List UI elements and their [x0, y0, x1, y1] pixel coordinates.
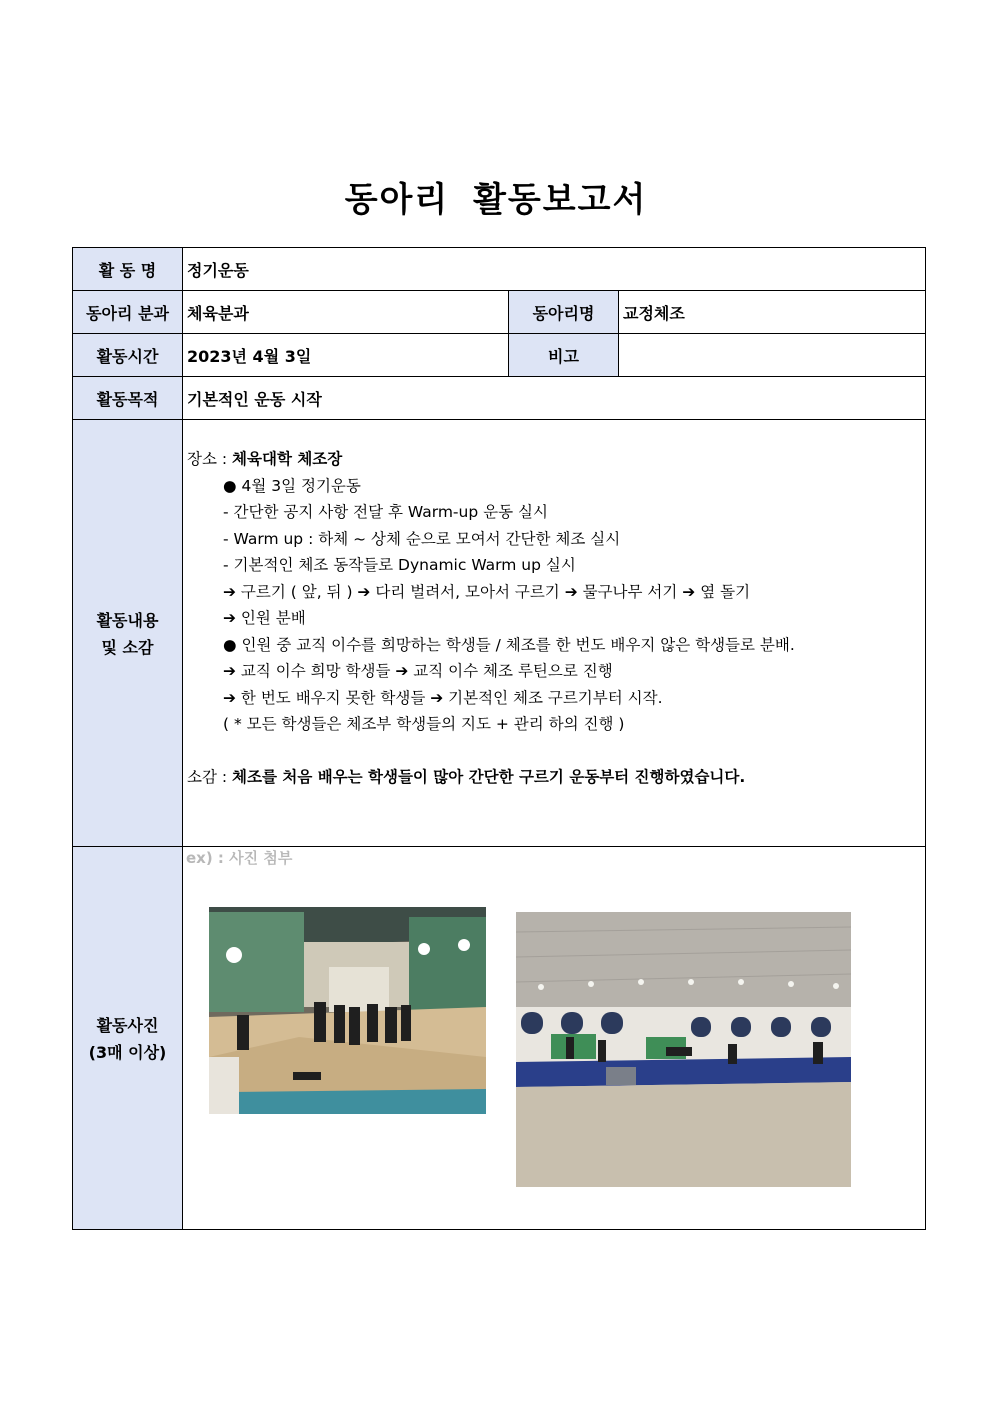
impression-line: [187, 764, 919, 791]
club-name-value: 교정체조: [619, 291, 926, 334]
club-name-label: 동아리명: [509, 291, 619, 334]
activity-purpose-value: 기본적인 운동 시작: [183, 377, 926, 420]
place-line: [187, 446, 919, 473]
activity-name-label: 활 동 명: [73, 248, 183, 291]
content-line: ➔ 인원 분배: [223, 609, 306, 627]
row-content: [73, 420, 926, 847]
remarks-value: [619, 334, 926, 377]
content-body: [183, 420, 926, 847]
content-line: ( * 모든 학생들은 체조부 학생들의 지도 + 관리 하의 진행 ): [223, 715, 625, 733]
activity-photo-2: [516, 912, 851, 1187]
activity-time-label: 활동시간: [73, 334, 183, 377]
club-division-label: 동아리 분과: [73, 291, 183, 334]
row-club: [73, 291, 926, 334]
content-line: - 기본적인 체조 동작들로 Dynamic Warm up 실시: [223, 556, 576, 574]
activity-name-value: 정기운동: [183, 248, 926, 291]
row-purpose: [73, 377, 926, 420]
row-photos: [73, 847, 926, 1230]
document-title: 동아리 활동보고서: [344, 180, 648, 220]
content-label: [73, 420, 183, 847]
photos-cell: [183, 847, 926, 1230]
content-label-line-1: 활동내용: [96, 611, 159, 630]
content-line: ➔ 구르기 ( 앞, 뒤 ) ➔ 다리 벌려서, 모아서 구르기 ➔ 물구나무 서기 ➔ 옆 돌기: [223, 582, 751, 601]
content-line: ➔ 한 번도 배우지 못한 학생들 ➔ 기본적인 체조 구르기부터 시작.: [223, 688, 663, 707]
content-line: ● 4월 3일 정기운동: [223, 476, 361, 495]
content-label-line-2: 및 소감: [101, 638, 154, 657]
remarks-label: 비고: [509, 334, 619, 377]
report-table: [72, 247, 926, 1230]
content-line: ● 인원 중 교직 이수를 희망하는 학생들 / 체조를 한 번도 배우지 않은 학생들로 분배.: [223, 635, 795, 654]
content-line: - 간단한 공지 사항 전달 후 Warm-up 운동 실시: [223, 503, 548, 521]
impression-prefix: 소감 :: [187, 767, 233, 786]
photo-hint: ex) : 사진 첨부: [186, 849, 293, 867]
row-time: [73, 334, 926, 377]
place-prefix: 장소 :: [187, 450, 233, 468]
activity-photo-1: [209, 907, 486, 1114]
impression-value: 체조를 처음 배우는 학생들이 많아 간단한 구르기 운동부터 진행하였습니다.: [232, 767, 746, 786]
photos-label-line-1: 활동사진: [96, 1016, 159, 1035]
activity-purpose-label: 활동목적: [73, 377, 183, 420]
content-line: - Warm up : 하체 ~ 상체 순으로 모여서 간단한 체조 실시: [223, 529, 621, 548]
content-line: ➔ 교직 이수 희망 학생들 ➔ 교직 이수 체조 루틴으로 진행: [223, 662, 613, 680]
activity-time-value: 2023년 4월 3일: [183, 334, 509, 377]
club-division-value: 체육분과: [183, 291, 509, 334]
place-value: 체육대학 체조장: [232, 450, 343, 468]
row-activity-name: [73, 248, 926, 291]
photos-label: [73, 847, 183, 1230]
photos-label-line-2: (3매 이상): [88, 1043, 167, 1062]
